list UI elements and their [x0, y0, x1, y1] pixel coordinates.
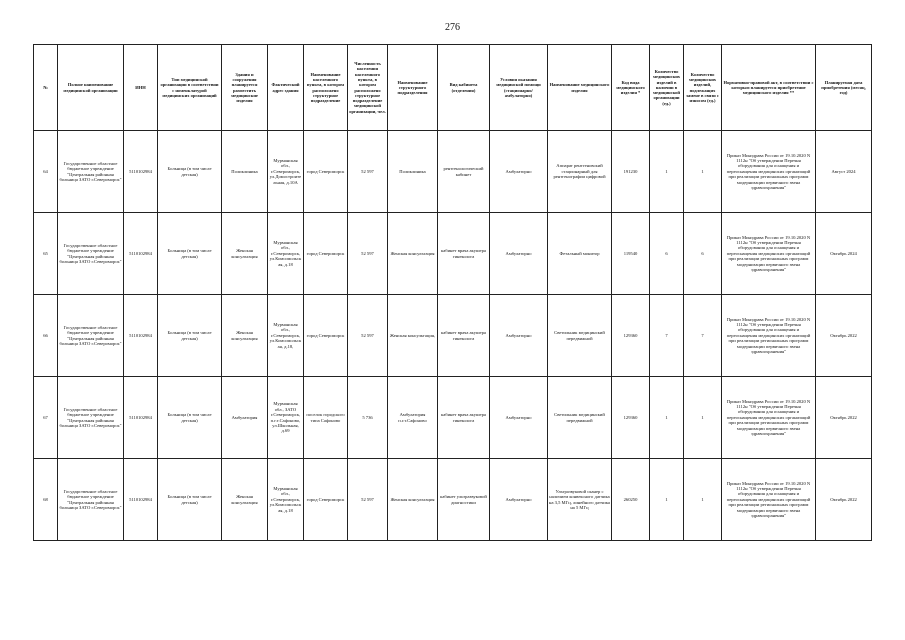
cell-division: Амбулатория п.г.т.Сафоново: [388, 377, 438, 459]
cell-building: Женская консультация: [222, 213, 268, 295]
cell-inn: 5110102984: [124, 295, 158, 377]
cell-num: 67: [34, 377, 58, 459]
cell-inn: 5110102984: [124, 131, 158, 213]
col-header-conditions: Условия оказания медицинской помощи (стационарно/амбулаторно): [490, 45, 548, 131]
cell-inn: 5110102984: [124, 377, 158, 459]
table-row: [34, 377, 872, 459]
cell-code: 129360: [612, 295, 650, 377]
cell-population: 5 736: [348, 377, 388, 459]
cell-org: Государственное областное бюджетное учреждение "Центральная районная больница ЗАТО г.Североморск": [58, 295, 124, 377]
cell-inn: 5110102984: [124, 459, 158, 541]
cell-population: 52 597: [348, 131, 388, 213]
cell-num: 66: [34, 295, 58, 377]
col-header-cabinet: Вид кабинета (отделения): [438, 45, 490, 131]
cell-qty-replace: 7: [684, 295, 722, 377]
cell-building: Женская консультация: [222, 459, 268, 541]
cell-date: Октябрь 2022: [816, 377, 872, 459]
cell-division: Поликлиника: [388, 131, 438, 213]
cell-num: 64: [34, 131, 58, 213]
cell-num: 65: [34, 213, 58, 295]
cell-building: Женская консультация: [222, 295, 268, 377]
cell-org-type: Больница (в том числе детская): [158, 295, 222, 377]
cell-inn: 5110102984: [124, 213, 158, 295]
cell-act: Приказ Минздрава России от 19.10.2020 N 1112н "Об утверждении Перечня оборудования для оснащения и переоснащения медицинских организаций при реализации региональных программ модернизации первичного звена здравоохранения": [722, 295, 816, 377]
cell-qty-have: 6: [650, 213, 684, 295]
cell-device: Аппарат рентгеновский стационарный для рентгенографии цифровой: [548, 131, 612, 213]
cell-qty-replace: 1: [684, 377, 722, 459]
col-header-population: Численность населения населенного пункта, в котором расположено структурное подразделение медицинской организации, чел.: [348, 45, 388, 131]
cell-qty-have: 1: [650, 131, 684, 213]
cell-population: 52 597: [348, 213, 388, 295]
cell-code: 119540: [612, 213, 650, 295]
cell-locality: поселок городского типа Сафоново: [304, 377, 348, 459]
cell-population: 52 597: [348, 295, 388, 377]
cell-address: Мурманская обл., г.Североморск, ул.Комсомольская, д.18,: [268, 295, 304, 377]
col-header-qty-have: Количество медицинских изделий в наличии в медицинской организации (ед.): [650, 45, 684, 131]
table-row: [34, 131, 872, 213]
col-header-inn: ИНН: [124, 45, 158, 131]
cell-device: Светильник медицинский передвижной: [548, 295, 612, 377]
col-header-code: Код вида медицинского изделия *: [612, 45, 650, 131]
col-header-date: Планируемая дата приобретения (месяц, год): [816, 45, 872, 131]
table-header-row: [34, 45, 872, 131]
col-header-address: Фактический адрес здания: [268, 45, 304, 131]
cell-org-type: Больница (в том числе детская): [158, 213, 222, 295]
cell-cabinet: кабинет врача акушера гинеколога: [438, 377, 490, 459]
cell-org: Государственное областное бюджетное учреждение "Центральная районная больница ЗАТО г.Североморск": [58, 459, 124, 541]
cell-locality: город Североморск: [304, 131, 348, 213]
table-row: [34, 459, 872, 541]
col-header-device: Наименование медицинского изделия: [548, 45, 612, 131]
cell-org: Государственное областное бюджетное учреждение "Центральная районная больница ЗАТО г.Североморск": [58, 213, 124, 295]
cell-code: 260250: [612, 459, 650, 541]
cell-org-type: Больница (в том числе детская): [158, 459, 222, 541]
cell-code: 191230: [612, 131, 650, 213]
cell-conditions: Амбулаторно: [490, 295, 548, 377]
cell-date: Октябрь 2024: [816, 213, 872, 295]
cell-qty-replace: 1: [684, 459, 722, 541]
cell-org-type: Больница (в том числе детская): [158, 377, 222, 459]
cell-device: Ультразвуковой сканер с наличием конвексного датчика на 3,5 МГц, линейного датчика на 5 МГц: [548, 459, 612, 541]
page-number: 276: [445, 22, 460, 33]
cell-division: Женская консультация,: [388, 295, 438, 377]
cell-division: Женская консультация: [388, 213, 438, 295]
cell-date: Октябрь 2022: [816, 295, 872, 377]
col-header-act: Нормативно-правовой акт, в соответствии с которым планируется приобретение медицинского изделия **: [722, 45, 816, 131]
cell-org: Государственное областное бюджетное учреждение "Центральная районная больница ЗАТО г.Североморск": [58, 377, 124, 459]
cell-qty-have: 7: [650, 295, 684, 377]
equipment-register-table: [33, 44, 872, 541]
col-header-building: Здания и сооружения планируется разместить медицинские изделия: [222, 45, 268, 131]
cell-building: Поликлиника: [222, 131, 268, 213]
cell-building: Амбулатория: [222, 377, 268, 459]
cell-code: 129360: [612, 377, 650, 459]
cell-conditions: Амбулаторно: [490, 213, 548, 295]
col-header-locality: Наименование населенного пункта, в котором расположено структурное подразделение: [304, 45, 348, 131]
cell-num: 68: [34, 459, 58, 541]
cell-cabinet: рентгенологический кабинет: [438, 131, 490, 213]
cell-date: Август 2024: [816, 131, 872, 213]
cell-address: Мурманская обл., г.Североморск, ул.Комсомольская, д.18: [268, 459, 304, 541]
cell-act: Приказ Минздрава России от 19.10.2020 N 1112н "Об утверждении Перечня оборудования для оснащения и переоснащения медицинских организаций при реализации региональных программ модернизации первичного звена здравоохранения": [722, 213, 816, 295]
cell-device: Фетальный монитор: [548, 213, 612, 295]
cell-qty-have: 1: [650, 377, 684, 459]
cell-locality: город Североморск: [304, 213, 348, 295]
table-row: [34, 213, 872, 295]
cell-division: Женская консультация: [388, 459, 438, 541]
cell-date: Октябрь 2022: [816, 459, 872, 541]
cell-org-type: Больница (в том числе детская): [158, 131, 222, 213]
cell-cabinet: кабинет врача акушера гинеколога: [438, 213, 490, 295]
table-row: [34, 295, 872, 377]
col-header-qty-replace: Количество медицинских изделий, подлежащих замене в связи с износом (ед.): [684, 45, 722, 131]
cell-conditions: Амбулаторно: [490, 131, 548, 213]
cell-qty-have: 1: [650, 459, 684, 541]
col-header-num: №: [34, 45, 58, 131]
cell-act: Приказ Минздрава России от 19.10.2020 N 1112н "Об утверждении Перечня оборудования для оснащения и переоснащения медицинских организаций при реализации региональных программ модернизации первичного звена здравоохранения": [722, 131, 816, 213]
col-header-org: Полное наименование медицинской организации: [58, 45, 124, 131]
cell-qty-replace: 6: [684, 213, 722, 295]
cell-locality: город Североморск: [304, 295, 348, 377]
cell-conditions: Амбулаторно: [490, 377, 548, 459]
cell-qty-replace: 1: [684, 131, 722, 213]
cell-cabinet: кабинет ультразвуковой диагностики: [438, 459, 490, 541]
cell-address: Мурманская обл., г.Североморск, ул.Домостроительная, д.10А: [268, 131, 304, 213]
cell-cabinet: кабинет врача акушера гинеколога: [438, 295, 490, 377]
cell-conditions: Амбулаторно: [490, 459, 548, 541]
cell-population: 52 597: [348, 459, 388, 541]
cell-device: Светильник медицинский передвижной: [548, 377, 612, 459]
cell-org: Государственное областное бюджетное учреждение "Центральная районная больница ЗАТО г.Североморск": [58, 131, 124, 213]
cell-locality: город Североморск: [304, 459, 348, 541]
col-header-org-type: Тип медицинской организации в соответствии с номенклатурой медицинских организаций: [158, 45, 222, 131]
cell-act: Приказ Минздрава России от 19.10.2020 N 1112н "Об утверждении Перечня оборудования для оснащения и переоснащения медицинских организаций при реализации региональных программ модернизации первичного звена здравоохранения": [722, 459, 816, 541]
cell-act: Приказ Минздрава России от 19.10.2020 N 1112н "Об утверждении Перечня оборудования для оснащения и переоснащения медицинских организаций при реализации региональных программ модернизации первичного звена здравоохранения": [722, 377, 816, 459]
cell-address: Мурманская обл., ЗАТО г.Североморск, п.г.т.Сафоново, ул.Школьная, д.69: [268, 377, 304, 459]
cell-address: Мурманская обл., г.Североморск, ул.Комсомольская, д.18: [268, 213, 304, 295]
col-header-division: Наименование структурного подразделения: [388, 45, 438, 131]
